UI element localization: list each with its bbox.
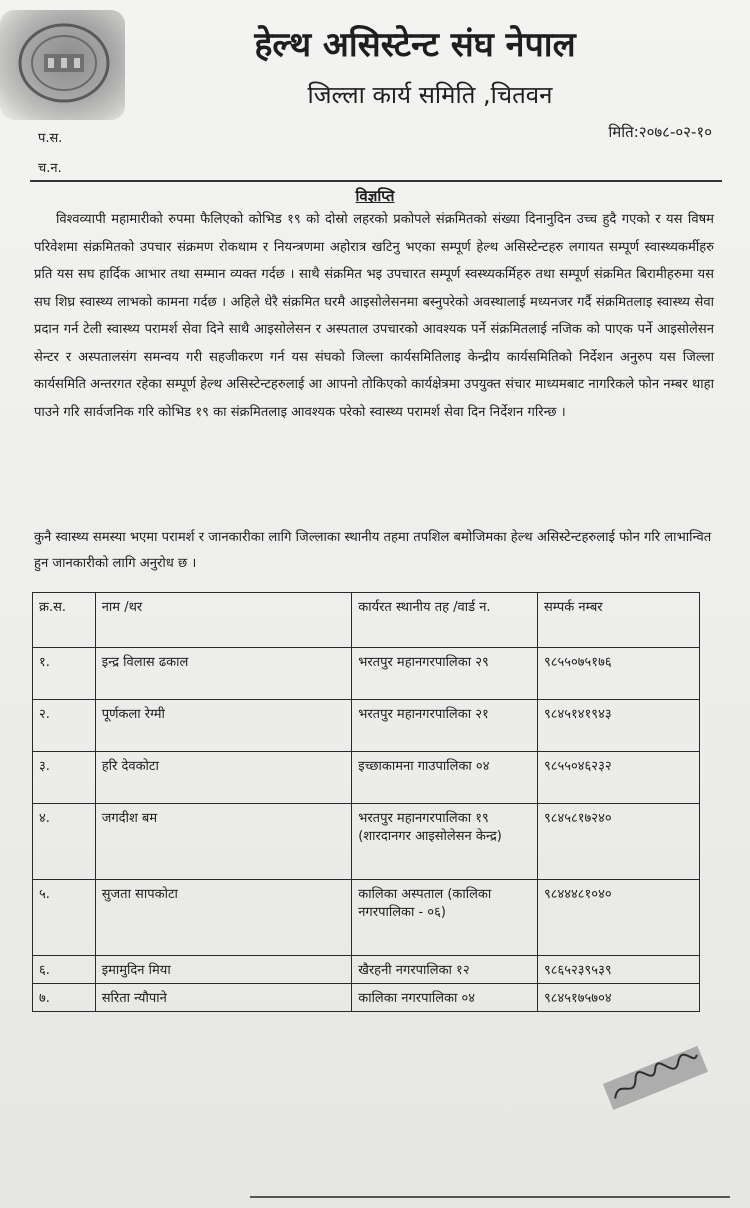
cell-phone: ९८४५१४१९४३ xyxy=(537,700,699,752)
cell-serial: ६. xyxy=(33,956,96,984)
table-row xyxy=(33,956,700,984)
table-row xyxy=(33,804,700,880)
cell-office: खैरहनी नगरपालिका १२ xyxy=(352,956,538,984)
column-header-office: कार्यरत स्थानीय तह /वार्ड न. xyxy=(352,593,538,648)
cell-serial: ४. xyxy=(33,804,96,880)
cell-serial: २. xyxy=(33,700,96,752)
dispatch-number-label: च.न. xyxy=(38,161,62,176)
header-divider xyxy=(30,180,722,182)
signature xyxy=(600,1042,710,1116)
table-row xyxy=(33,880,700,956)
cell-serial: ७. xyxy=(33,984,96,1012)
cell-serial: १. xyxy=(33,648,96,700)
footer-divider xyxy=(250,1196,730,1198)
cell-phone: ९८६५२३९५३९ xyxy=(537,956,699,984)
column-header-name: नाम /थर xyxy=(95,593,352,648)
reference-number-label: प.स. xyxy=(38,131,63,146)
cell-phone: ९८४५८१७२४० xyxy=(537,804,699,880)
cell-phone: ९८४४४८१०४० xyxy=(537,880,699,956)
cell-name: जगदीश बम xyxy=(95,804,352,880)
cell-office: कालिका अस्पताल (कालिका नगरपालिका - ०६) xyxy=(352,880,538,956)
committee-subtitle: जिल्ला कार्य समिति ,चितवन xyxy=(307,81,553,109)
table-header-row xyxy=(33,593,700,648)
cell-name: इमामुदिन मिया xyxy=(95,956,352,984)
cell-name: पूर्णकला रेग्मी xyxy=(95,700,352,752)
organization-title: हेल्थ असिस्टेन्ट संघ नेपाल xyxy=(254,25,576,65)
notice-body: विश्वव्यापी महामारीको रुपमा फैलिएको कोभिड १९ को दोस्रो लहरको प्रकोपले संक्रमितको संख्या दिनानुदिन उच्च हुदै गएको र यस विषम परिवेशमा संक्रमितको उपचार संक्रमण रोकथाम र नियन्त्रणमा अहोरात्र खटिनु भएका सम्पूर्ण हेल्थ असिस्टेन्टहरु लगायत सम्पूर्ण स्वास्थ्यकर्मीहरु प्रति यस सघ हार्दिक आभार तथा सम्मान व्यक्त गर्दछ । साथै संक्रमित भइ उपचारत सम्पूर्ण स्वस्थ्यकर्मिहरु तथा सम्पूर्ण संक्रमित बिरामीहरुमा यस सघ शिघ्र स्वास्थ्य लाभको कामना गर्दछ । अहिले धेरै संक्रमित घरमै आइसोलेसनमा बस्नुपरेको अवस्थालाई मध्यनजर गर्दै संक्रमितलाइ स्वास्थ्य सेवा प्रदान गर्न टेली स्वास्थ्य परामर्श सेवा दिने साथै आइसोलेसन र अस्पताल उपचारको आवश्यक पर्ने संक्रमितलाई नजिक को पाएक पर्ने आइसोलेसन सेन्टर र अस्पतालसंग समन्वय गरी सहजीकरण गर्न यस संघको जिल्ला कार्यसमितिलाइ केन्द्रीय कार्यसमितिको निर्देशन अनुरुप यस जिल्ला कार्यसमिति अन्तरगत रहेका सम्पूर्ण हेल्थ असिस्टेन्टहरुलाई आ आपनो तोकिएको कार्यक्षेत्रमा उपयुक्त संचार माध्यमबाट नागरिकले फोन नम्बर थाहा पाउने गरि सार्वजनिक गरि कोभिड १९ का संक्रमितलाइ आवश्यक परेको स्वास्थ्य परामर्श सेवा दिन निर्देशन गरिन्छ । xyxy=(34,212,714,420)
cell-office: भरतपुर महानगरपालिका १९ (शारदानगर आइसोलेसन केन्द्र) xyxy=(352,804,538,880)
notice-date: मिति:२०७८-०२-१० xyxy=(608,123,712,141)
signature-scribble-icon xyxy=(600,1042,710,1112)
cell-phone: ९८५५०४६२३२ xyxy=(537,752,699,804)
cell-name: इन्द्र विलास ढकाल xyxy=(95,648,352,700)
cell-serial: ५. xyxy=(33,880,96,956)
column-header-phone: सम्पर्क नम्बर xyxy=(537,593,699,648)
cell-office: इच्छाकामना गाउपालिका ०४ xyxy=(352,752,538,804)
cell-name: सरिता न्यौपाने xyxy=(95,984,352,1012)
cell-office: भरतपुर महानगरपालिका २१ xyxy=(352,700,538,752)
notice-heading: विज्ञप्ति xyxy=(355,187,395,205)
cell-office: कालिका नगरपालिका ०४ xyxy=(352,984,538,1012)
column-header-serial: क्र.स. xyxy=(33,593,96,648)
table-row xyxy=(33,648,700,700)
cell-name: हरि देवकोटा xyxy=(95,752,352,804)
table-row xyxy=(33,700,700,752)
table-row xyxy=(33,984,700,1012)
cell-serial: ३. xyxy=(33,752,96,804)
cell-name: सुजता सापकोटा xyxy=(95,880,352,956)
contact-note: कुनै स्वास्थ्य समस्या भएमा परामर्श र जानकारीका लागि जिल्लाका स्थानीय तहमा तपशिल बमोजिमका हेल्थ असिस्टेन्टहरुलाई फोन गरि लाभान्वित हुन जानकारीको लागि अनुरोध छ । xyxy=(34,530,712,571)
contact-table xyxy=(32,592,700,1012)
cell-office: भरतपुर महानगरपालिका २९ xyxy=(352,648,538,700)
cell-phone: ९८५५०७५१७६ xyxy=(537,648,699,700)
table-row xyxy=(33,752,700,804)
cell-phone: ९८४५१७५७०४ xyxy=(537,984,699,1012)
